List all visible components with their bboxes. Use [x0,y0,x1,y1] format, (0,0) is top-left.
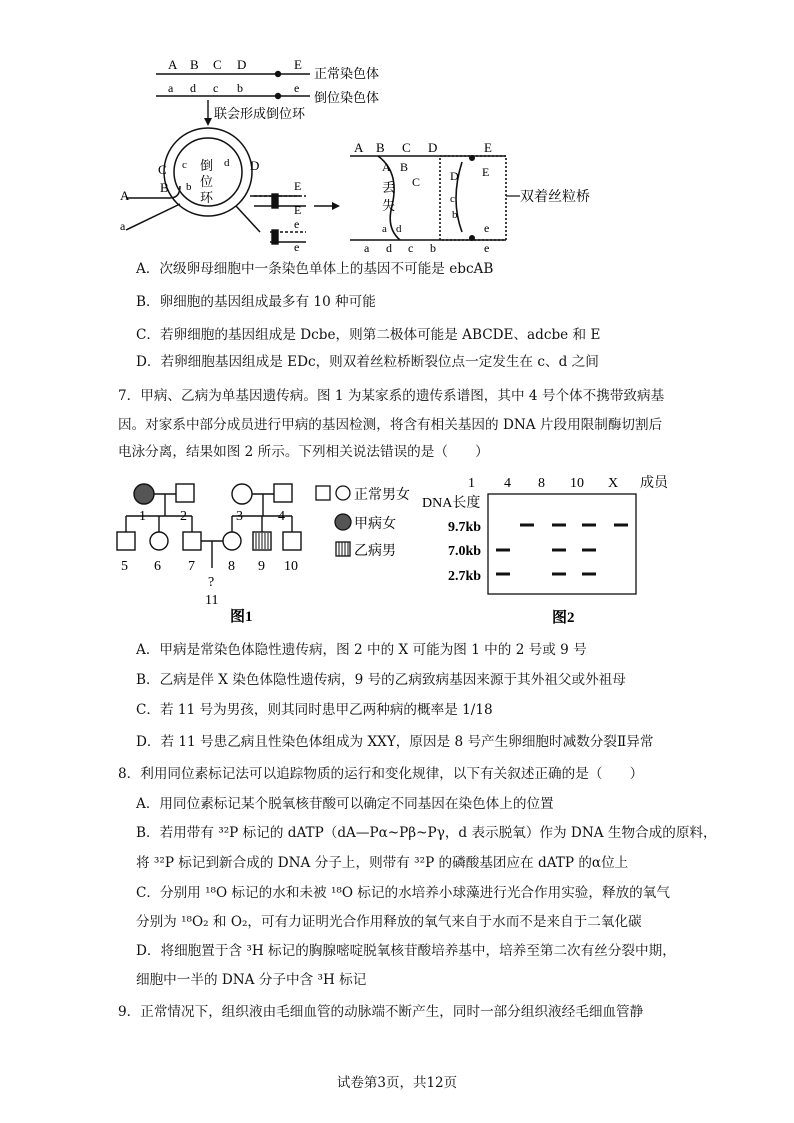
svg-text:10: 10 [570,476,584,491]
q8-stem: 8．利用同位素标记法可以追踪物质的运行和变化规律，以下有关叙述正确的是（ ） [118,766,644,782]
svg-text:b: b [186,181,192,193]
fig2-caption: 图2 [552,610,575,626]
svg-text:e: e [484,241,490,255]
q7-stem-line-2: 因。对家系中部分成员进行甲病的基因检测，将含有相关基因的 DNA 片段用限制酶切割后 [118,417,663,433]
svg-text:a: a [364,241,370,255]
q8-option-b: B．若用带有 ³²P 标记的 dATP（dA—Pα~Pβ~Pγ，d 表示脱氧）作为 DNA 生物合成的原料， [136,825,717,841]
q7-stem-line-1: 7．甲病、乙病为单基因遗传病。图 1 为某家系的遗传系谱图，其中 4 号个体不携带致病基 [118,388,665,404]
gene-label: C [213,57,222,72]
svg-text:E: E [294,203,302,217]
svg-text:3: 3 [236,509,243,524]
inverted-chromosome-label: 倒位染色体 [314,90,380,105]
svg-text:E: E [482,165,490,179]
svg-text:C: C [402,140,411,155]
gene-label: E [294,57,302,72]
svg-text:c: c [450,193,455,205]
svg-text:1: 1 [139,509,146,524]
page-footer: 试卷第3页，共12页 [336,1075,458,1091]
svg-text:4: 4 [278,509,285,524]
q8-option-c: C．分别用 ¹⁸O 标记的水和未被 ¹⁸O 标记的水培养小球藻进行光合作用实验，释放的氧气 [136,885,670,901]
normal-chromosome-label: 正常染色体 [314,66,380,81]
svg-text:E: E [294,179,302,193]
svg-text:8: 8 [228,559,235,574]
q7-option-d: D．若 11 号患乙病且性染色体组成为 XXY，原因是 8 号产生卵细胞时减数分裂Ⅱ异常 [136,734,654,750]
svg-text:正常男女: 正常男女 [354,488,410,503]
svg-text:e: e [294,217,300,231]
q6-option-b: B．卵细胞的基因组成最多有 10 种可能 [136,294,376,310]
q7-option-a: A．甲病是常染色体隐性遗传病，图 2 中的 X 可能为图 1 中的 2 号或 9 号 [136,642,587,658]
svg-text:1: 1 [468,476,475,491]
svg-text:6: 6 [154,559,161,574]
svg-text:B: B [376,140,385,155]
svg-text:c: c [408,241,414,255]
fig1-caption: 图1 [230,609,253,625]
svg-text:c: c [213,81,219,95]
bridge-label: 双着丝粒桥 [520,190,590,205]
svg-text:8: 8 [538,476,545,491]
svg-text:乙病男: 乙病男 [354,544,396,559]
svg-text:X: X [608,476,619,491]
svg-text:a: a [382,223,387,235]
normal-chromosome [156,57,379,81]
svg-text:e: e [484,221,490,235]
svg-text:a: a [168,81,174,95]
svg-text:7.0kb: 7.0kb [448,544,482,559]
svg-text:D: D [450,169,459,183]
svg-text:倒: 倒 [200,158,214,173]
svg-text:环: 环 [200,190,214,205]
svg-text:a: a [120,219,126,233]
svg-text:丢: 丢 [382,180,396,195]
svg-text:A: A [382,160,391,174]
q9-stem: 9．正常情况下，组织液由毛细血管的动脉端不断产生，同时一部分组织液经毛细血管静 [118,1004,644,1020]
svg-text:D: D [428,140,438,155]
q8-option-b-cont: 将 ³²P 标记到新合成的 DNA 分子上，则带有 ³²P 的磷酸基团应在 dATP 的α位上 [136,855,629,871]
svg-text:B: B [160,180,169,195]
svg-text:2.7kb: 2.7kb [448,569,482,584]
gene-label: B [190,57,199,72]
svg-text:D: D [250,158,260,173]
svg-text:e: e [294,81,300,95]
svg-text:4: 4 [504,476,511,491]
gene-label: D [237,57,247,72]
svg-text:9.7kb: 9.7kb [448,520,482,535]
q8-option-c-cont: 分别为 ¹⁸O₂ 和 O₂，可有力证明光合作用释放的氧气来自于水而不是来自于二氧化碳 [136,914,642,930]
svg-text:甲病女: 甲病女 [354,517,396,532]
svg-text:c: c [182,159,187,171]
svg-text:2: 2 [180,509,187,524]
q6-option-c: C．若卵细胞的基因组成是 Dcbe，则第二极体可能是 ABCDE、adcbe 和 E [136,327,601,343]
svg-text:5: 5 [121,559,128,574]
svg-text:7: 7 [188,559,195,574]
svg-text:d: d [190,81,196,95]
gene-label: A [168,57,178,72]
svg-text:A: A [354,140,364,155]
svg-text:C: C [412,175,421,189]
q8-option-d: D．将细胞置于含 ³H 标记的胸腺嘧啶脱氧核苷酸培养基中，培养至第二次有丝分裂中期， [136,943,676,959]
q7-stem-line-3: 电泳分离，结果如图 2 所示。下列相关说法错误的是（ ） [118,444,489,460]
svg-text:d: d [386,241,392,255]
svg-text:位: 位 [200,174,214,189]
pedigree-figure [112,476,452,626]
loop-caption: 联会形成倒位环 [214,106,306,121]
svg-text:b: b [452,209,458,221]
q6-option-d: D．若卵细胞基因组成是 EDc，则双着丝粒桥断裂位点一定发生在 c、d 之间 [136,354,599,370]
dna-length-label: DNA长度 [422,496,481,511]
svg-text:9: 9 [258,559,265,574]
svg-text:C: C [158,162,167,177]
svg-text:e: e [294,240,300,254]
svg-text:d: d [224,157,230,169]
q7-option-c: C．若 11 号为男孩，则其同时患甲乙两种病的概率是 1/18 [136,702,493,718]
members-label: 成员 [640,476,668,491]
svg-text:d: d [396,223,402,235]
svg-text:?: ? [208,575,215,590]
q7-option-b: B．乙病是伴 X 染色体隐性遗传病，9 号的乙病致病基因来源于其外祖父或外祖母 [136,672,626,688]
inverted-chromosome [156,81,379,105]
q8-option-d-cont: 细胞中一半的 DNA 分子中含 ³H 标记 [136,972,367,988]
q8-option-a: A．用同位素标记某个脱氧核苷酸可以确定不同基因在染色体上的位置 [136,796,554,812]
svg-text:b: b [430,241,436,255]
svg-text:E: E [484,140,492,155]
gel-figure [420,470,720,630]
svg-text:b: b [237,81,243,95]
svg-text:11: 11 [205,593,219,608]
svg-text:A: A [120,188,130,203]
pedigree-legend [316,486,410,559]
svg-text:10: 10 [284,559,298,574]
svg-text:失: 失 [382,198,396,213]
q6-option-a: A．次级卵母细胞中一条染色单体上的基因不可能是 ebcAB [136,261,494,277]
svg-text:B: B [400,160,409,174]
inversion-figure [110,56,610,256]
